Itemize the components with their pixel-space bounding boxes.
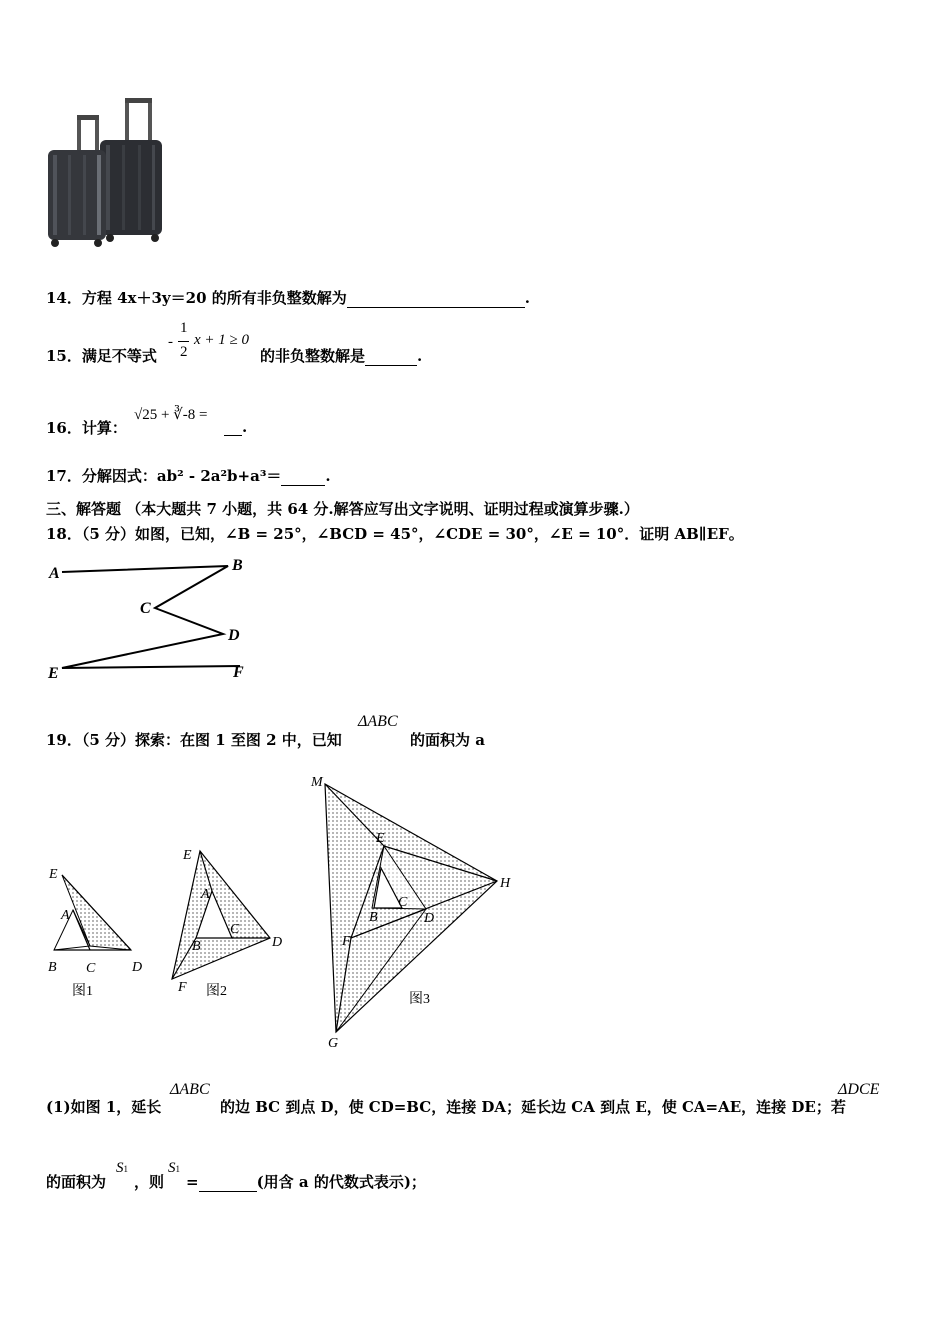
q15-frac-num: 1 bbox=[180, 320, 188, 336]
q19-part1-line1-pre: (1)如图 1，延长 bbox=[46, 1098, 162, 1116]
question-14: 14．方程 4x＋3y＝20 的所有非负整数解为 . bbox=[46, 289, 530, 307]
fig1-label-c: C bbox=[86, 961, 96, 976]
q18-label-e: E bbox=[48, 665, 59, 682]
fig3-label-b: B bbox=[369, 910, 378, 925]
q16-math: √25 + ∛-8 = bbox=[134, 407, 208, 423]
q16-post: . bbox=[224, 417, 247, 436]
fig3-label-c: C bbox=[398, 895, 408, 910]
q19-part1-line2-pre: 的面积为 bbox=[46, 1173, 107, 1191]
question-15 bbox=[46, 345, 157, 366]
question-18 bbox=[46, 523, 744, 544]
suitcase-image bbox=[40, 95, 170, 250]
fig1-caption: 图1 bbox=[72, 984, 93, 999]
q16-pre: 计算： bbox=[81, 419, 127, 437]
q15-frac-den: 2 bbox=[180, 344, 188, 360]
q17-text: 分解因式：ab² - 2a²b+a³＝ bbox=[81, 467, 282, 485]
q15-math bbox=[166, 320, 258, 366]
fig2-label-b: B bbox=[192, 939, 201, 954]
q18-label-f: F bbox=[233, 664, 244, 681]
q17-answer-blank[interactable] bbox=[281, 467, 325, 486]
q19-post: 的面积为 a bbox=[410, 731, 485, 749]
fig3-label-m: M bbox=[311, 775, 323, 790]
q15-minus: - bbox=[168, 334, 173, 350]
fig2-label-d: D bbox=[272, 935, 283, 950]
fig2 bbox=[172, 848, 282, 999]
q19-part1-math2: ΔDCE bbox=[838, 1081, 880, 1098]
fig1-label-e: E bbox=[49, 867, 58, 882]
q19-math: ΔABC bbox=[358, 713, 398, 730]
q18-number: 18． bbox=[46, 525, 82, 543]
q15-pre: 满足不等式 bbox=[81, 347, 157, 365]
q19-figures bbox=[40, 768, 540, 1053]
q18-label-b: B bbox=[232, 557, 243, 574]
q14-text: 方程 4x＋3y＝20 的所有非负整数解为 bbox=[81, 289, 347, 307]
q14-answer-blank[interactable] bbox=[347, 289, 525, 308]
fig2-label-a: A bbox=[201, 887, 210, 902]
fig3-label-g: G bbox=[328, 1036, 339, 1051]
q14-number: 14． bbox=[46, 289, 82, 307]
q19-part1-s1-b: S1 bbox=[168, 1160, 180, 1176]
fig3-label-h: H bbox=[500, 876, 511, 891]
fig3-label-f: F bbox=[342, 934, 351, 949]
question-19 bbox=[46, 729, 342, 750]
question-17: 17．分解因式：ab² - 2a²b+a³＝ . bbox=[46, 467, 331, 485]
q19-part1-s1-a: S1 bbox=[116, 1160, 128, 1176]
q18-label-a: A bbox=[49, 565, 60, 582]
fig2-label-c: C bbox=[230, 922, 240, 937]
q19-part1-line2-post: = (用含 a 的代数式表示)； bbox=[186, 1173, 426, 1191]
fig3-label-e: E bbox=[376, 831, 385, 846]
fig2-label-f: F bbox=[178, 980, 187, 995]
q18-label-d: D bbox=[228, 627, 240, 644]
section-3-heading: 三、解答题 （本大题共 7 小题，共 64 分.解答应写出文字说明、证明过程或演算步骤.） bbox=[46, 500, 639, 518]
fig1-label-b: B bbox=[48, 960, 57, 975]
q18-label-c: C bbox=[140, 600, 151, 617]
q17-number: 17． bbox=[46, 467, 82, 485]
q19-part1-line2-mid: ，则 bbox=[134, 1173, 165, 1191]
q16-answer-blank[interactable] bbox=[224, 417, 242, 436]
q15-rest: x + 1 ≥ 0 bbox=[194, 332, 250, 348]
fig2-label-e: E bbox=[183, 848, 192, 863]
q19-part1-line1-mid: 的边 BC 到点 D，使 CD=BC，连接 DA；延长边 CA 到点 E，使 CA=AE，连接 DE；若 bbox=[220, 1098, 846, 1116]
q15-number: 15． bbox=[46, 347, 82, 365]
fig3 bbox=[310, 775, 511, 1051]
fig3-caption: 图3 bbox=[409, 992, 430, 1007]
q18-figure bbox=[40, 550, 260, 685]
q19-part1-answer-blank[interactable] bbox=[199, 1173, 257, 1192]
fig2-caption: 图2 bbox=[206, 984, 227, 999]
question-16 bbox=[46, 417, 127, 438]
q15-post: 的非负整数解是 . bbox=[260, 347, 423, 365]
q19-number: 19． bbox=[46, 731, 82, 749]
q16-number: 16． bbox=[46, 419, 82, 437]
q19-part1-math1: ΔABC bbox=[170, 1081, 210, 1098]
q19-pre: （5 分）探索：在图 1 至图 2 中，已知 bbox=[81, 731, 342, 749]
q18-text: （5 分）如图，已知，∠B = 25°，∠BCD = 45°，∠CDE = 30°，∠E = 10°．证明 AB∥EF。 bbox=[81, 525, 744, 543]
fig1-label-d: D bbox=[132, 960, 143, 975]
q15-answer-blank[interactable] bbox=[365, 347, 417, 366]
fig1 bbox=[48, 867, 142, 999]
fig1-label-a: A bbox=[61, 908, 70, 923]
fig3-label-d: D bbox=[424, 911, 435, 926]
